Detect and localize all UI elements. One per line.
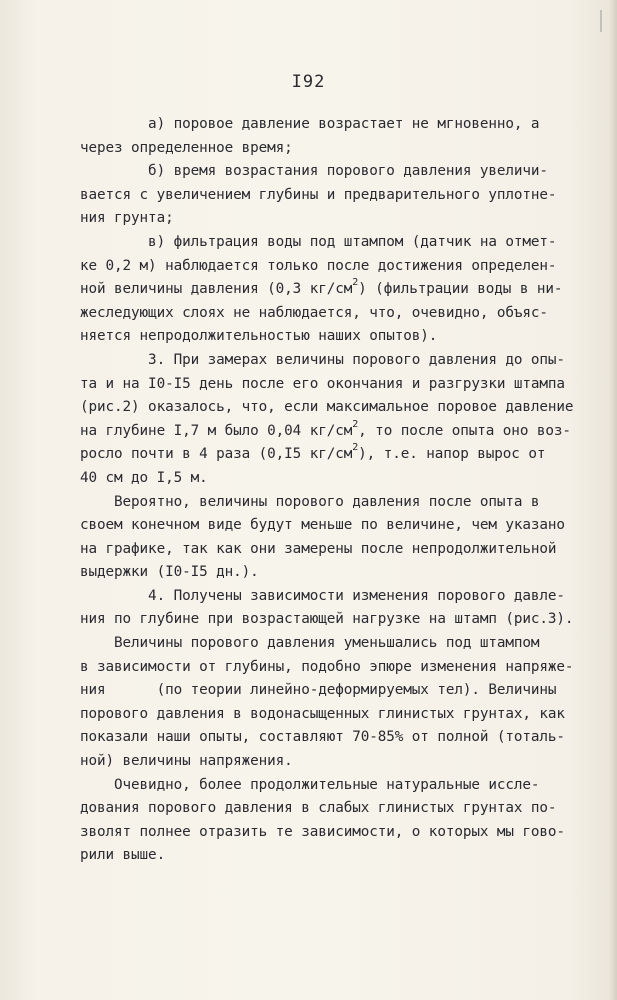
text-line: выдержки (I0-I5 дн.). [80, 564, 259, 581]
text-line: ния грунта; [80, 210, 174, 227]
text-line: вается с увеличением глубины и предварительного уплотне- [80, 186, 557, 203]
text-line: Вероятно, величины порового давления после опыта в [80, 493, 540, 510]
superscript: 2 [352, 418, 359, 430]
text-line: б) время возрастания порового давления увеличи- [80, 163, 548, 180]
text-line: своем конечном виде будут меньше по величине, чем указано [80, 517, 565, 534]
page-number: I92 [291, 72, 326, 92]
text-line: жеследующих слоях не наблюдается, что, очевидно, объяс- [80, 304, 548, 321]
text-line: ной величины давления (0,3 $кг/см^2$) (фильтрации воды в ни- [80, 277, 563, 298]
text-line: порового давления в водонасыщенных глинистых грунтах, как [80, 705, 565, 722]
text-line: та и на I0-I5 день после его окончания и разгрузки штампа [80, 375, 565, 392]
text-line: Величины порового давления уменьшались под штампом [80, 635, 540, 652]
text-line: ке 0,2 м) наблюдается только после достижения определен- [80, 257, 557, 274]
superscript: 2 [352, 277, 359, 289]
text-line: в зависимости от глубины, подобно эпюре изменения напряже- [80, 658, 574, 675]
superscript: 2 [352, 442, 359, 454]
text-line: в) фильтрация воды под штампом (датчик на отмет- [80, 233, 557, 250]
text-line: ния (по теории линейно-деформируемых тел). Величины [80, 682, 557, 699]
text-line: на графике, так как они замерены после непродолжительной [80, 540, 557, 557]
text-line: Очевидно, более продолжительные натуральные иссле- [80, 776, 540, 793]
text-line: показали наши опыты, составляют 70-85% от полной (тоталь- [80, 729, 565, 746]
text-line: зволят полнее отразить те зависимости, о которых мы гово- [80, 823, 565, 840]
text-line: ния по глубине при возрастающей нагрузке на штамп (рис.3). [80, 611, 574, 628]
text-line: а) поровое давление возрастает не мгновенно, а [80, 116, 540, 132]
text-line: 40 см до I,5 м. [80, 469, 208, 486]
text-line: дования порового давления в слабых глинистых грунтах по- [80, 800, 557, 817]
margin-mark [600, 10, 602, 32]
text-line: 3. При замерах величины порового давления до опы- [80, 351, 565, 368]
text-line: ной) величины напряжения. [80, 753, 293, 770]
text-line: через определенное время; [80, 139, 293, 156]
text-line: росло почти в 4 раза (0,I5 $кг/см^2$), т.е. напор вырос от [80, 442, 546, 463]
text-line: няется непродолжительностью наших опытов). [80, 328, 438, 345]
text-line: (рис.2) оказалось, что, если максимальное поровое давление [80, 399, 574, 416]
text-line: на глубине I,7 м было 0,04 $кг/см^2$, то после опыта оно воз- [80, 418, 571, 439]
text-line: рили выше. [80, 847, 166, 864]
text-line: 4. Получены зависимости изменения порового давле- [80, 587, 565, 604]
page-edge-shadow [609, 0, 617, 1000]
document-body [80, 113, 580, 868]
